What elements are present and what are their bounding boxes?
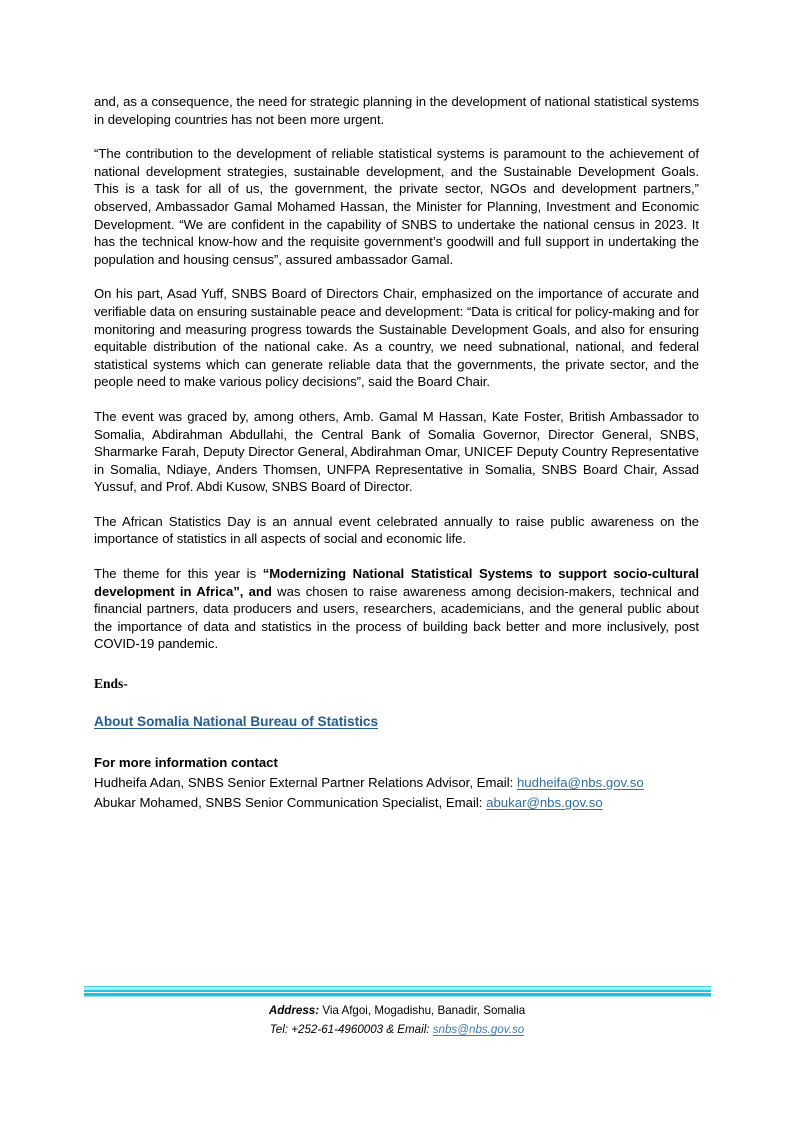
contact-entry-1-name: Hudheifa Adan, SNBS Senior External Partner Relations Advisor, Email:: [94, 775, 517, 791]
contact-entry-2-name: Abukar Mohamed, SNBS Senior Communication Specialist, Email:: [94, 795, 487, 811]
footer-address-label: Address:: [268, 1004, 320, 1017]
footer-divider: [84, 986, 711, 999]
paragraph-theme: [94, 565, 699, 653]
footer-address-line: [0, 1001, 794, 1020]
footer-contact-info: [0, 1001, 794, 1039]
theme-tail-text: was chosen to raise awareness among decision-makers, technical and financial partners, data producers and users, researchers, academicians, and the general public about the importance of data and statistics in the process of building back better and more inclusively, post COVID-19 pandemic.: [94, 583, 699, 652]
footer-rule-line-5: [84, 996, 711, 997]
document-body: [94, 93, 699, 813]
contact-block: [94, 753, 699, 813]
contact-entry-2: [94, 793, 699, 813]
footer-tel-line: [0, 1020, 794, 1039]
contact-entry-1-email-link[interactable]: hudheifa@nbs.gov.so: [516, 775, 644, 791]
theme-bold-text: “Modernizing National Statistical Systems to support socio-cultural development in Africa”, and: [94, 566, 699, 599]
ends-label: Ends-: [94, 676, 128, 692]
paragraph-attendees: The event was graced by, among others, Amb. Gamal M Hassan, Kate Foster, British Ambassador to Somalia, Abdirahman Abdullahi, the Central Bank of Somalia Governor, Director General, SNBS, Sharmarke Farah, Deputy Director General, Abdirahman Omar, UNICEF Deputy Country Representative in Somalia, Ndiaye, Anders Thomsen, UNFPA Representative in Somalia, SNBS Board Chair, Assad Yussuf, and Prof. Abdi Kusow, SNBS Board of Director.: [94, 408, 699, 495]
paragraph-continuation: and, as a consequence, the need for strategic planning in the development of national statistical systems in developing countries has not been more urgent.: [94, 94, 699, 127]
about-snbs-link[interactable]: About Somalia National Bureau of Statistics: [94, 714, 379, 730]
theme-lead-text: The theme for this year is: [94, 566, 263, 582]
contact-entry-1: [94, 773, 699, 793]
footer-email-link[interactable]: snbs@nbs.gov.so: [432, 1023, 525, 1036]
footer-tel-text: Tel: +252-61-4960003 & Email:: [269, 1023, 433, 1036]
contact-heading-text: For more information contact: [94, 755, 278, 771]
paragraph-minister-quote: “The contribution to the development of reliable statistical systems is paramount to the achievement of national development strategies, sustainable development, and the Sustainable Development Goals. This is a task for all of us, the government, the private sector, NGOs and development partners,” observed, Ambassador Gamal Mohamed Hassan, the Minister for Planning, Investment and Economic Development. “We are confident in the capability of SNBS to undertake the national census in 2023. It has the technical know-how and the requisite government’s goodwill and full support in undertaking the population and housing census”, assured ambassador Gamal.: [94, 146, 699, 267]
paragraph-board-chair-quote: On his part, Asad Yuff, SNBS Board of Directors Chair, emphasized on the importance of accurate and verifiable data on ensuring sustainable peace and development: “Data is critical for policy-making and for monitoring and measuring progress towards the Sustainable Development Goals, and also for ensuring equitable distribution of the national cake. As a country, we need subnational, national, and federal statistical systems which can generate reliable data that the governments, the private sector, and the people need to make various policy decisions”, said the Board Chair.: [94, 286, 699, 390]
contact-heading: [94, 753, 699, 773]
paragraph-african-statistics-day: The African Statistics Day is an annual event celebrated annually to raise public awareness on the importance of statistics in all aspects of social and economic life.: [94, 513, 699, 547]
footer-address-value: Via Afgoi, Mogadishu, Banadir, Somalia: [319, 1004, 526, 1017]
contact-entry-2-email-link[interactable]: abukar@nbs.gov.so: [486, 795, 603, 811]
